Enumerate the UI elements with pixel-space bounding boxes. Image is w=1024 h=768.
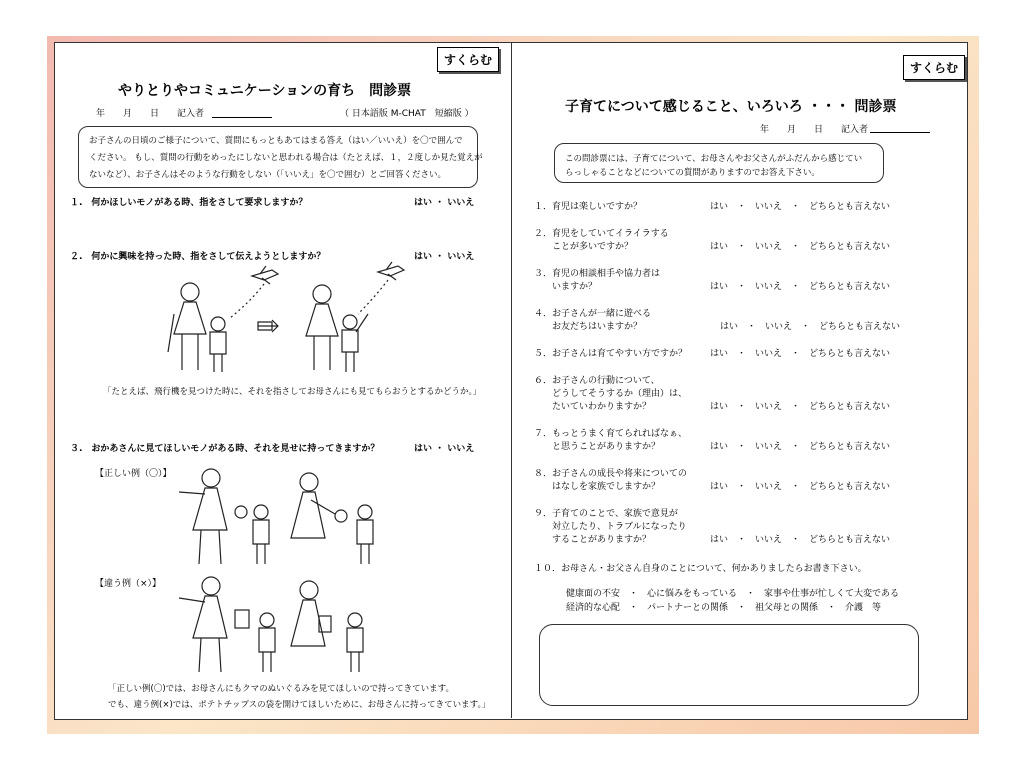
left-title: やりとりやコミュニケーションの育ち 問診票 bbox=[118, 83, 412, 99]
left-intro-line-2: ください。 もし、質問の行動をめったにしないと思われる場合は（たとえば、１，２度しか見た覚えが bbox=[89, 153, 483, 163]
right-q8-line-1: ８．お子さんの成長や将来についての bbox=[534, 469, 687, 479]
free-response-box[interactable] bbox=[539, 624, 919, 706]
right-q5-line-1: ５．お子さんは育てやすい方ですか？ bbox=[534, 349, 688, 359]
correct-example-illustration bbox=[175, 460, 395, 570]
right-q9-line-3: することがありますか？ bbox=[534, 535, 652, 545]
right-q6-options[interactable]: はい ・ いいえ ・ どちらとも言えない bbox=[710, 402, 891, 412]
left-q3-yes-no[interactable]: はい ・ いいえ bbox=[414, 444, 475, 454]
left-q2-yes-no[interactable]: はい ・ いいえ bbox=[414, 252, 475, 262]
right-q8-options[interactable]: はい ・ いいえ ・ どちらとも言えない bbox=[710, 482, 891, 492]
right-q4-line-2: お友だちはいますか？ bbox=[534, 322, 643, 332]
right-q2-line-2: ことが多いですか？ bbox=[534, 242, 634, 252]
page-divider bbox=[511, 42, 512, 718]
left-date-line: 年 月 日 記入者 bbox=[96, 109, 205, 119]
right-q5-options[interactable]: はい ・ いいえ ・ どちらとも言えない bbox=[710, 349, 891, 359]
left-name-underline bbox=[212, 117, 272, 118]
right-q3-options[interactable]: はい ・ いいえ ・ どちらとも言えない bbox=[710, 282, 891, 292]
left-question-3: ３. おかあさんに見てほしいモノがある時、それを見せに持ってきますか？ bbox=[70, 444, 380, 454]
left-question-1: １. 何かほしいモノがある時、指をさして要求しますか？ bbox=[70, 198, 308, 208]
right-q3-line-2: いますか？ bbox=[534, 282, 598, 292]
sukuramu-stamp-left: すくらむ bbox=[437, 47, 499, 72]
left-intro-line-3: ないなど）、お子さんはそのような行動をしない（「いいえ」を〇で囲む）とご回答ください。 bbox=[89, 170, 447, 180]
airplane-icon bbox=[252, 266, 278, 284]
right-title: 子育てについて感じること、いろいろ ・・・ 問診票 bbox=[565, 99, 897, 115]
right-intro-line-1: この問診票には、子育てについて、お母さんやお父さんがふだんから感じてい bbox=[565, 154, 863, 164]
right-q9-line-2: 対立したり、トラブルになったり bbox=[534, 522, 687, 532]
right-q6-line-1: ６．お子さんの行動について、 bbox=[534, 376, 660, 386]
teddy-bear-icon-2 bbox=[335, 510, 347, 522]
right-q9-line-1: ９．子育てのことで、家族で意見が bbox=[534, 509, 678, 519]
left-intro-box bbox=[78, 126, 483, 188]
wrong-example-illustration bbox=[175, 568, 395, 678]
right-name-underline bbox=[870, 132, 930, 133]
left-q2-note: 「たとえば、飛行機を見つけた時に、それを指さしてお母さんにも見てもらおうとするかどうか。」 bbox=[103, 387, 482, 397]
chip-bag-icon bbox=[235, 610, 249, 628]
right-example-line-2: 経済的な心配 ・ パートナーとの関係 ・ 祖父母との関係 ・ 介護 等 bbox=[566, 603, 882, 613]
right-q6-line-2: どうしてそうするか（理由）は、 bbox=[534, 389, 688, 399]
wrong-example-label: 【違う例（×）】 bbox=[95, 579, 162, 589]
left-bottom-note-1: 「正しい例(〇)では、お母さんにもクマのぬいぐるみを見てほしいので持ってきています。 bbox=[108, 684, 454, 694]
right-q4-line-1: ４．お子さんが一緒に遊べる bbox=[534, 309, 652, 319]
teddy-bear-icon bbox=[235, 506, 247, 518]
right-q6-line-3: たいていわかりますか？ bbox=[534, 402, 652, 412]
right-q7-line-1: ７．もっとうまく育てられればなぁ、 bbox=[534, 429, 688, 439]
right-q8-line-2: はなしを家族でしますか？ bbox=[534, 482, 661, 492]
right-q1-options[interactable]: はい ・ いいえ ・ どちらとも言えない bbox=[710, 202, 891, 212]
right-q7-line-2: と思うことがありますか？ bbox=[534, 442, 661, 452]
left-bottom-note-2: でも、違う例(×)では、ポテトチップスの袋を開けてほしいために、お母さんに持ってきています。」 bbox=[108, 700, 491, 710]
right-q10: １０．お母さん・お父さん自身のことについて、何かありましたらお書き下さい。 bbox=[534, 564, 867, 574]
right-q9-options[interactable]: はい ・ いいえ ・ どちらとも言えない bbox=[710, 535, 891, 545]
right-intro-box bbox=[554, 143, 884, 183]
left-question-2: ２. 何かに興味を持った時、指をさして伝えようとしますか？ bbox=[70, 252, 326, 262]
right-q4-options[interactable]: はい ・ いいえ ・ どちらとも言えない bbox=[720, 322, 901, 332]
sukuramu-stamp-right: すくらむ bbox=[903, 55, 965, 80]
correct-example-label: 【正しい例（〇）】 bbox=[95, 469, 172, 479]
right-example-line-1: 健康面の不安 ・ 心に悩みをもっている ・ 家事や仕事が忙しくて大変である bbox=[566, 589, 900, 599]
right-q1-line-1: １．育児は楽しいですか？ bbox=[534, 202, 643, 212]
left-q1-yes-no[interactable]: はい ・ いいえ bbox=[414, 198, 475, 208]
left-edition: （ 日本語版 M-CHAT 短縮版 ） bbox=[340, 109, 474, 119]
right-q2-line-1: ２．育児をしていてイライラする bbox=[534, 229, 669, 239]
left-intro-line-1: お子さんの日頃のご様子について、質問にもっともあてはまる答え（はい／いいえ）を〇で囲んで bbox=[89, 136, 463, 146]
right-intro-line-2: らっしゃることなどについての質問がありますのでお答え下さい。 bbox=[565, 168, 820, 178]
right-q7-options[interactable]: はい ・ いいえ ・ どちらとも言えない bbox=[710, 442, 891, 452]
right-q2-options[interactable]: はい ・ いいえ ・ どちらとも言えない bbox=[710, 242, 891, 252]
airplane-icon-2 bbox=[378, 262, 404, 280]
pointing-illustration bbox=[160, 262, 410, 377]
right-date-line: 年 月 日 記入者 bbox=[760, 125, 869, 135]
right-q3-line-1: ３．育児の相談相手や協力者は bbox=[534, 269, 661, 279]
